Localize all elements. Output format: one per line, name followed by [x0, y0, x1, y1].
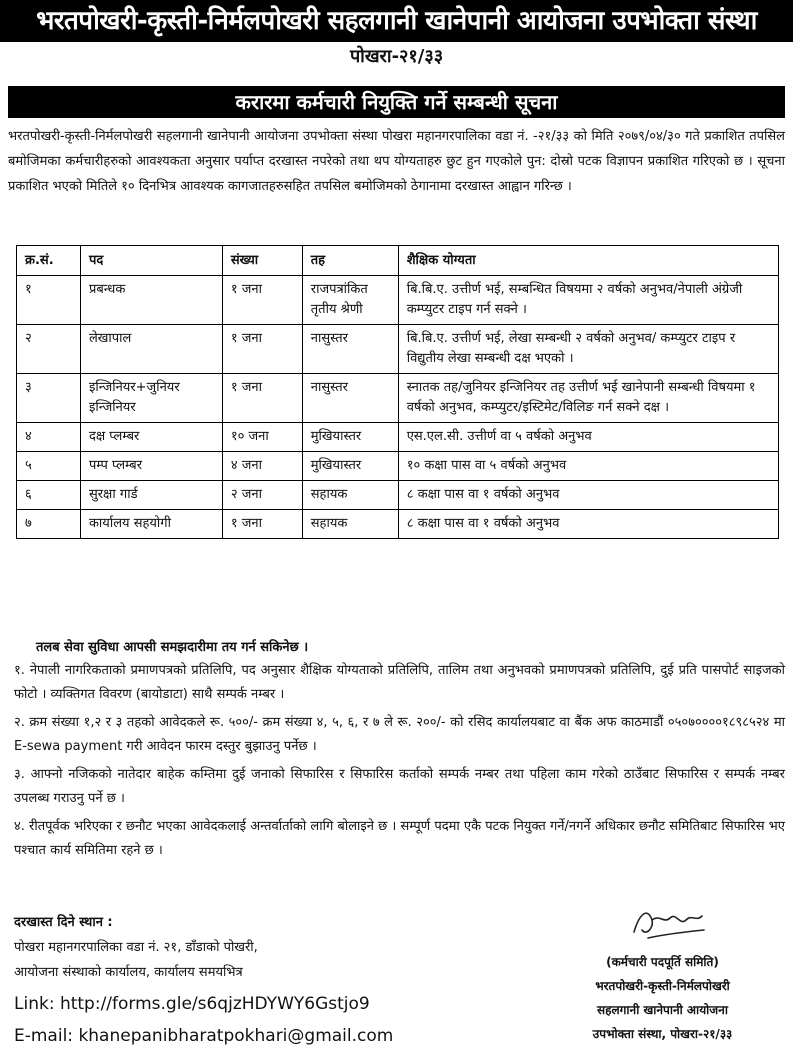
cell-sn: ४ — [17, 423, 81, 452]
organization-title: भरतपोखरी-कृस्ती-निर्मलपोखरी सहलगानी खानेपानी आयोजना उपभोक्ता संस्था — [0, 0, 793, 42]
cell-qualification: १० कक्षा पास वा ५ वर्षको अनुभव — [398, 452, 778, 481]
cell-post: सुरक्षा गार्ड — [80, 481, 222, 510]
cell-sn: २ — [17, 325, 81, 374]
signature-image — [626, 902, 710, 950]
cell-count: १ जना — [222, 510, 302, 539]
committee-block — [540, 950, 785, 1046]
cell-sn: ७ — [17, 510, 81, 539]
organization-address: पोखरा-२१/३३ — [349, 46, 444, 67]
cell-qualification: एस.एल.सी. उत्तीर्ण वा ५ वर्षको अनुभव — [398, 423, 778, 452]
term-item: ४. रीतपूर्वक भरिएका र छनौट भएका आवेदकलाई अन्तर्वार्ताको लागि बोलाइने छ । सम्पूर्ण पदमा एकै पटक नियुक्त गर्ने/नगर्ने अधिकार छनौट समितिबाट सिफारिस भए पश्चात कार्य समितिमा रहने छ । — [14, 819, 785, 858]
application-address-line: आयोजना संस्थाको कार्यालय, कार्यालय समयभित्र — [14, 965, 243, 980]
table-row — [17, 276, 779, 325]
notice-intro: भरतपोखरी-कृस्ती-निर्मलपोखरी सहलगानी खानेपानी आयोजना उपभोक्ता संस्था पोखरा महानगरपालिका वडा नं. -२१/३३ को मिति २०७९/०४/३० गते प्रकाशित तपसिल बमोजिमका कर्मचारीहरुको आवश्यकता अनुसार पर्याप्त दरखास्त नपरेको तथा थप योग्यताहरु छुट हुन गएकोले पुन: दोस्रो पटक विज्ञापन प्रकाशित गरिएको छ । सूचना प्रकाशित भएको मितिले १० दिनभित्र आवश्यक कागजातहरुसहित तपसिल बमोजिमको ठेगानामा दरखास्त आह्वान गरिन्छ । — [8, 129, 785, 194]
header-qualification: शैक्षिक योग्यता — [398, 246, 778, 276]
cell-sn: १ — [17, 276, 81, 325]
email-line — [14, 1026, 393, 1046]
link-label: Link: — [14, 994, 55, 1014]
table-row — [17, 452, 779, 481]
committee-org-line: उपभोक्ता संस्था, पोखरा-२१/३३ — [592, 1027, 733, 1041]
table-row — [17, 510, 779, 539]
term-item: १. नेपाली नागरिकताको प्रमाणपत्रको प्रतिलिपि, पद अनुसार शैक्षिक योग्यताको प्रतिलिपि, तालिम तथा अनुभवको प्रमाणपत्रको प्रतिलिपि, दुई प्रति पासपोर्ट साइजको फोटो । व्यक्तिगत विवरण (बायोडाटा) साथै सम्पर्क नम्बर । — [14, 663, 785, 702]
application-place-title: दरखास्त दिने स्थान : — [14, 915, 113, 930]
cell-post: इन्जिनियर+जुनियर इन्जिनियर — [80, 374, 222, 423]
cell-post: दक्ष प्लम्बर — [80, 423, 222, 452]
vacancy-table — [16, 245, 779, 539]
cell-post: प्रबन्धक — [80, 276, 222, 325]
committee-org-line: भरतपोखरी-कृस्ती-निर्मलपोखरी — [595, 979, 730, 993]
table-row — [17, 374, 779, 423]
header-post: पद — [80, 246, 222, 276]
cell-level: मुखियास्तर — [302, 423, 398, 452]
committee-name: (कर्मचारी पदपूर्ति समिति) — [606, 955, 719, 969]
header-count: संख्या — [222, 246, 302, 276]
term-item: ३. आफ्नो नजिकको नातेदार बाहेक कम्तिमा दुई जनाको सिफारिस र सिफारिस कर्ताको सम्पर्क नम्बर तथा पहिला काम गरेको ठाउँबाट सिफारिस र सम्पर्क नम्बर उपलब्ध गराउनु पर्ने छ । — [14, 767, 785, 806]
cell-count: १ जना — [222, 325, 302, 374]
form-link[interactable]: http://forms.gle/s6qjzHDYWY6Gstjo9 — [59, 994, 370, 1014]
email-address[interactable]: khanepanibharatpokhari@gmail.com — [78, 1026, 394, 1046]
cell-post: कार्यालय सहयोगी — [80, 510, 222, 539]
term-item: २. क्रम संख्या १,२ र ३ तहको आवेदकले रू. ५००/- क्रम संख्या ४, ५, ६, र ७ ले रू. २००/- को रसिद कार्यालयबाट वा बैंक अफ काठमाडौं ०५०७००००१८९८५२४ मा E-sewa payment गरी आवेदन फारम दस्तुर बुझाउनु पर्नेछ । — [14, 715, 785, 754]
notice-title: करारमा कर्मचारी नियुक्ति गर्ने सम्बन्धी सूचना — [8, 86, 785, 118]
cell-count: १ जना — [222, 276, 302, 325]
table-header-row — [17, 246, 779, 276]
cell-qualification: ८ कक्षा पास वा १ वर्षको अनुभव — [398, 481, 778, 510]
cell-count: ४ जना — [222, 452, 302, 481]
cell-qualification: बि.बि.ए. उत्तीर्ण भई, लेखा सम्बन्धी २ वर्षको अनुभव/ कम्प्युटर टाइप र विद्युतीय लेखा सम्बन्धी दक्ष भएको । — [398, 325, 778, 374]
committee-org-line: सहलगानी खानेपानी आयोजना — [597, 1003, 728, 1017]
cell-level: मुखियास्तर — [302, 452, 398, 481]
header-level: तह — [302, 246, 398, 276]
salary-note: तलब सेवा सुविधा आपसी समझदारीमा तय गर्न सकिनेछ । — [36, 640, 309, 655]
table-row — [17, 481, 779, 510]
cell-post: पम्प प्लम्बर — [80, 452, 222, 481]
cell-qualification: स्नातक तह/जुनियर इन्जिनियर तह उत्तीर्ण भई खानेपानी सम्बन्धी विषयमा १ वर्षको अनुभव, कम्प्युटर/इस्टिमेट/विलिङ गर्न सक्ने दक्ष । — [398, 374, 778, 423]
cell-count: १० जना — [222, 423, 302, 452]
terms-list — [14, 659, 785, 867]
cell-level: नासुस्तर — [302, 325, 398, 374]
cell-qualification: बि.बि.ए. उत्तीर्ण भई, सम्बन्धित विषयमा २ वर्षको अनुभव/नेपाली अंग्रेजी कम्प्युटर टाइप गर्न सक्ने । — [398, 276, 778, 325]
cell-sn: ३ — [17, 374, 81, 423]
cell-level: नासुस्तर — [302, 374, 398, 423]
table-row — [17, 423, 779, 452]
cell-count: २ जना — [222, 481, 302, 510]
email-label: E-mail: — [14, 1026, 74, 1046]
cell-level: सहायक — [302, 481, 398, 510]
cell-qualification: ८ कक्षा पास वा १ वर्षको अनुभव — [398, 510, 778, 539]
cell-sn: ५ — [17, 452, 81, 481]
table-row — [17, 325, 779, 374]
header-sn: क्र.सं. — [17, 246, 81, 276]
cell-level: राजपत्रांकित तृतीय श्रेणी — [302, 276, 398, 325]
cell-count: १ जना — [222, 374, 302, 423]
cell-post: लेखापाल — [80, 325, 222, 374]
form-link-line — [14, 994, 370, 1014]
application-address-line: पोखरा महानगरपालिका वडा नं. २१, डाँडाको पोखरी, — [14, 940, 258, 955]
cell-level: सहायक — [302, 510, 398, 539]
cell-sn: ६ — [17, 481, 81, 510]
